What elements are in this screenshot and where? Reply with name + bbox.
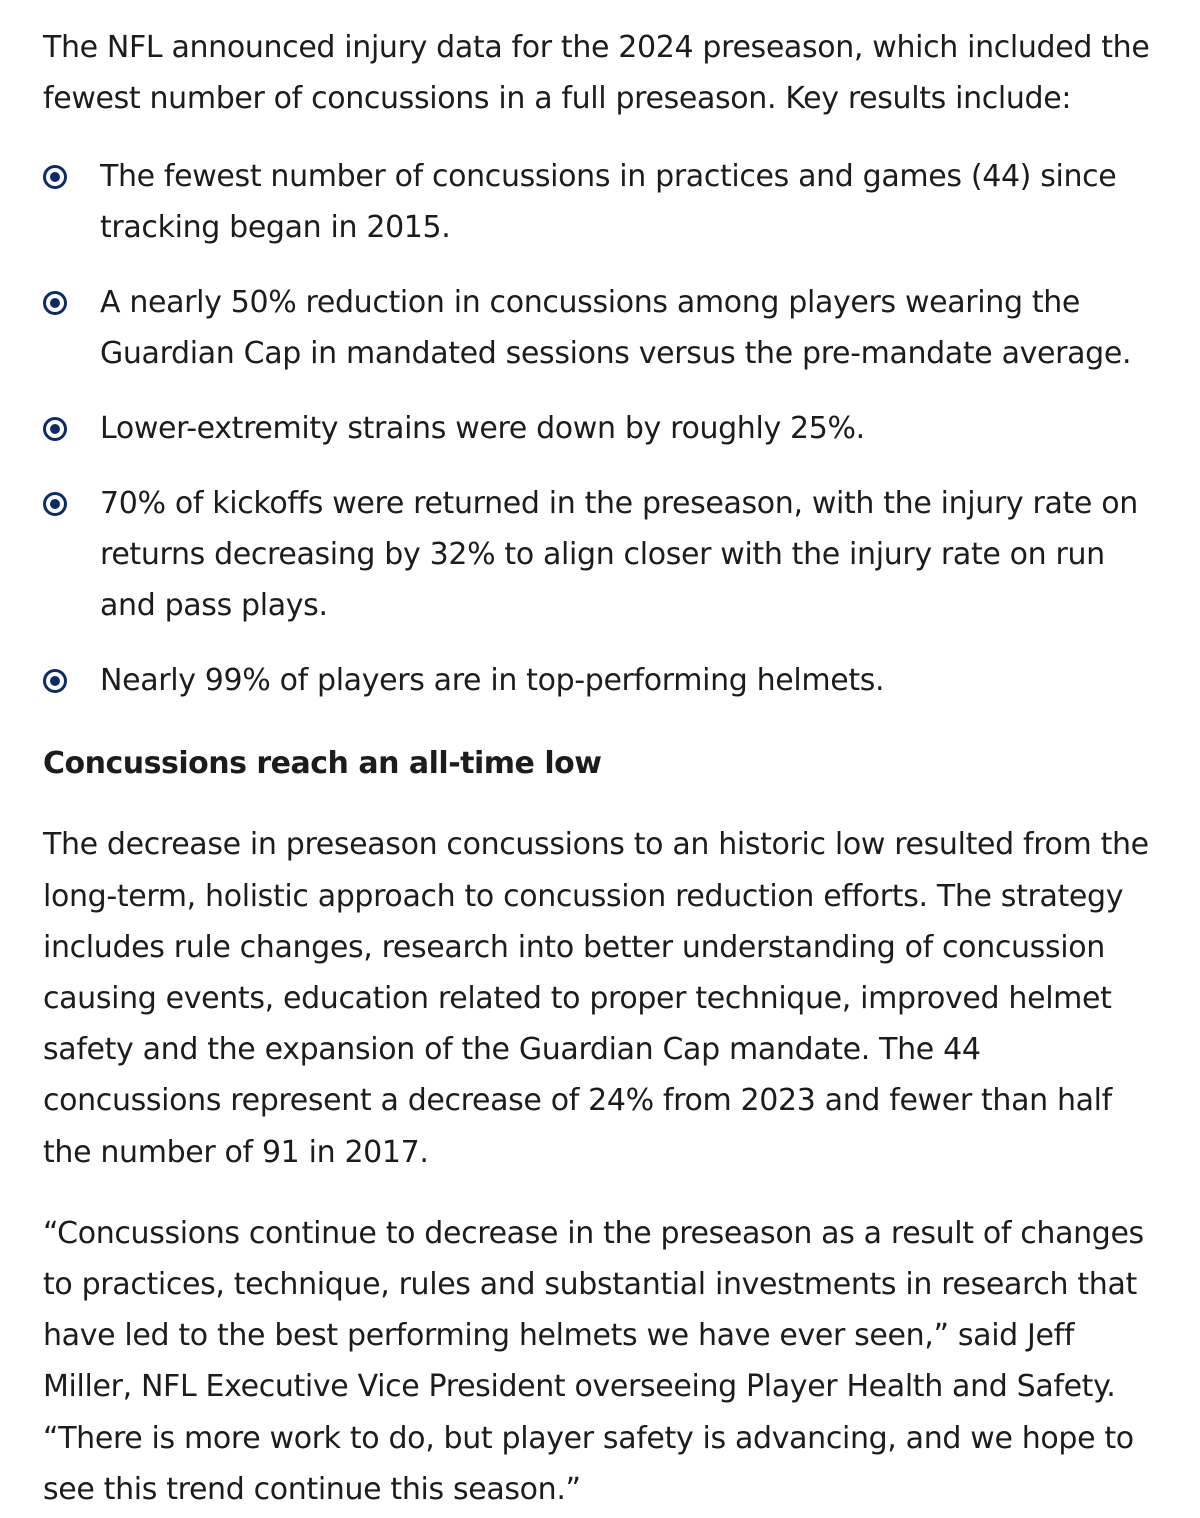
list-item [43,277,1156,379]
list-item-text: A nearly 50% reduction in concussions among players wearing the Guardian Cap in mandated sessions versus the pre-mandate average. [100,285,1132,372]
list-item [43,151,1156,253]
list-item [43,478,1156,631]
intro-paragraph: The NFL announced injury data for the 2024 preseason, which included the fewest number of concussions in a full preseason. Key results include: [43,30,1150,117]
target-bullet-icon [43,291,67,315]
list-item-text: Nearly 99% of players are in top-performing helmets. [100,663,885,699]
section-heading: Concussions reach an all-time low [43,746,602,782]
target-bullet-icon [43,669,67,693]
body-paragraph: The decrease in preseason concussions to an historic low resulted from the long-term, holistic approach to concussion reduction efforts. The strategy includes rule changes, research into better understanding of concussion causing events, education related to proper technique, improved helmet safety and the expansion of the Guardian Cap mandate. The 44 concussions represent a decrease of 24% from 2023 and fewer than half the number of 91 in 2017. [43,827,1149,1170]
list-item-text: Lower-extremity strains were down by roughly 25%. [100,411,865,447]
key-results-list [43,151,1156,706]
quote-paragraph: “Concussions continue to decrease in the preseason as a result of changes to practices, technique, rules and substantial investments in research that have led to the best performing helmets we have ever seen,” said Jeff Miller, NFL Executive Vice President overseeing Player Health and Safety. “There is more work to do, but player safety is advancing, and we hope to see this trend continue this season.” [43,1215,1144,1507]
list-item-text: The fewest number of concussions in practices and games (44) since tracking began in 2015. [100,159,1117,246]
target-bullet-icon [43,492,67,516]
target-bullet-icon [43,165,67,189]
list-item [43,655,1156,706]
list-item [43,403,1156,454]
list-item-text: 70% of kickoffs were returned in the preseason, with the injury rate on returns decreasing by 32% to align closer with the injury rate on run and pass plays. [100,486,1138,624]
target-bullet-icon [43,417,67,441]
